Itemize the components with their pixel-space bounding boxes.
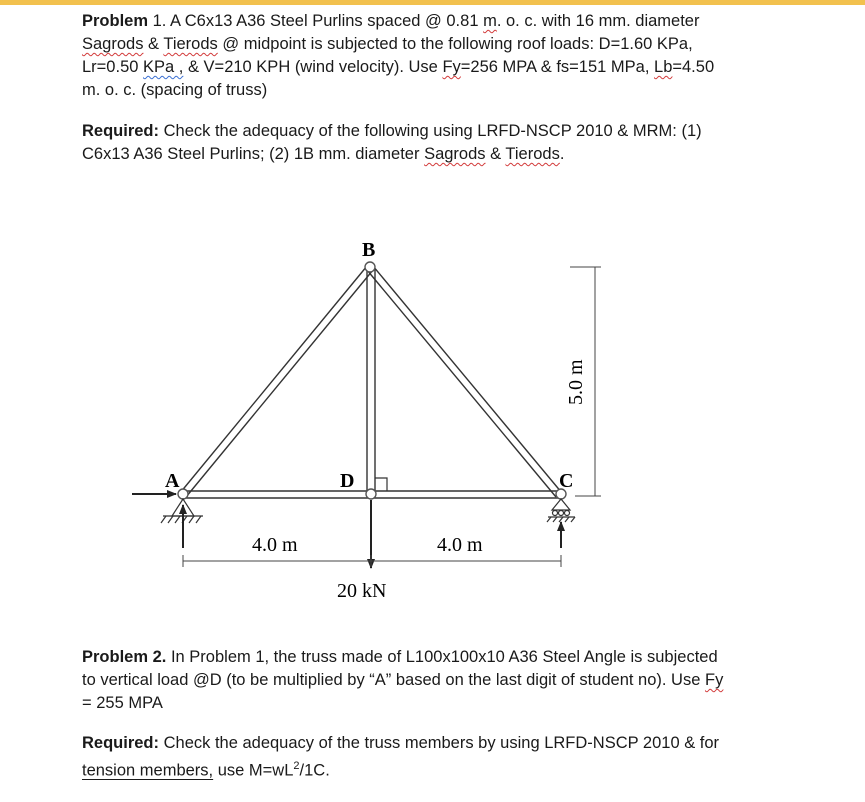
label-span-right: 4.0 m (437, 534, 483, 556)
moment-formula-a: use M=wL (213, 761, 294, 780)
problem2-line2-text: to vertical load @D (to be multiplied by “A” based on the last digit of student no). Use (82, 671, 705, 689)
member-ab (180, 266, 373, 497)
period: . (559, 145, 565, 163)
fs-text: =256 MPA & fs=151 MPa, (460, 58, 655, 76)
problem1-text: 1. A C6x13 A36 Steel Purlins spaced @ 0.81 (148, 12, 484, 30)
required1-label: Required: (82, 122, 160, 140)
label-span-left: 4.0 m (252, 534, 298, 556)
label-load: 20 kN (337, 580, 387, 602)
required2-text: Check the adequacy of the truss members by using LRFD-NSCP 2010 & for (159, 734, 720, 752)
roller-support-c (547, 499, 575, 522)
problem2-paragraph (82, 646, 787, 715)
label-c: C (559, 470, 574, 492)
right-angle-marker (375, 478, 387, 491)
tierods-word: Tierods (163, 35, 218, 53)
required1-text: Check the adequacy of the following using LRFD-NSCP 2010 & MRM: (1) (159, 122, 702, 140)
required2-line2 (82, 755, 787, 783)
joint-b (365, 262, 375, 272)
problem1-line4: m. o. c. (spacing of truss) (82, 81, 268, 99)
problem1-label: Problem (82, 12, 149, 30)
problem1-text-end: . o. c. with 16 mm. diameter (496, 12, 700, 30)
required1-line2-text: C6x13 A36 Steel Purlins; (2) 1B mm. diameter (82, 145, 425, 163)
moment-formula-b: /1C. (299, 761, 330, 780)
label-height: 5.0 m (565, 359, 587, 405)
fy-word-2: Fy (704, 671, 724, 689)
lb-value: =4.50 (672, 58, 715, 76)
tierods-word-2: Tierods (505, 145, 560, 163)
wind-text: & V=210 KPH (wind velocity). Use (183, 58, 443, 76)
problem2-label: Problem 2. (82, 648, 167, 666)
label-b: B (362, 239, 376, 261)
problem1-loads-text: @ midpoint is subjected to the following roof loads: D=1.60 KPa, (217, 35, 693, 53)
fy-word: Fy (442, 58, 461, 76)
required2-label: Required: (82, 734, 160, 752)
sagrods-word: Sagrods (82, 35, 144, 53)
tension-members-text: tension members, (82, 761, 214, 780)
problem2-line2 (82, 669, 787, 692)
ampersand-2: & (485, 145, 506, 163)
unit-m: m (483, 12, 497, 30)
kpa-word: KPa , (143, 58, 184, 76)
lr-text: Lr=0.50 (82, 58, 144, 76)
joint-d (366, 489, 376, 499)
joint-a (178, 489, 188, 499)
label-d: D (340, 470, 355, 492)
required2-paragraph (82, 732, 787, 783)
member-bc (367, 266, 562, 497)
label-a: A (165, 470, 180, 492)
lb-word: Lb (654, 58, 673, 76)
required2-line1 (82, 732, 787, 755)
moment-formula-sup: 2 (293, 760, 300, 772)
problem2-line3: = 255 MPA (82, 694, 163, 712)
ampersand: & (143, 35, 164, 53)
sagrods-word-2: Sagrods (424, 145, 486, 163)
problem2-line1 (82, 646, 787, 669)
problem2-text: In Problem 1, the truss made of L100x100x10 A36 Steel Angle is subjected (166, 648, 718, 666)
member-bd (367, 269, 375, 491)
